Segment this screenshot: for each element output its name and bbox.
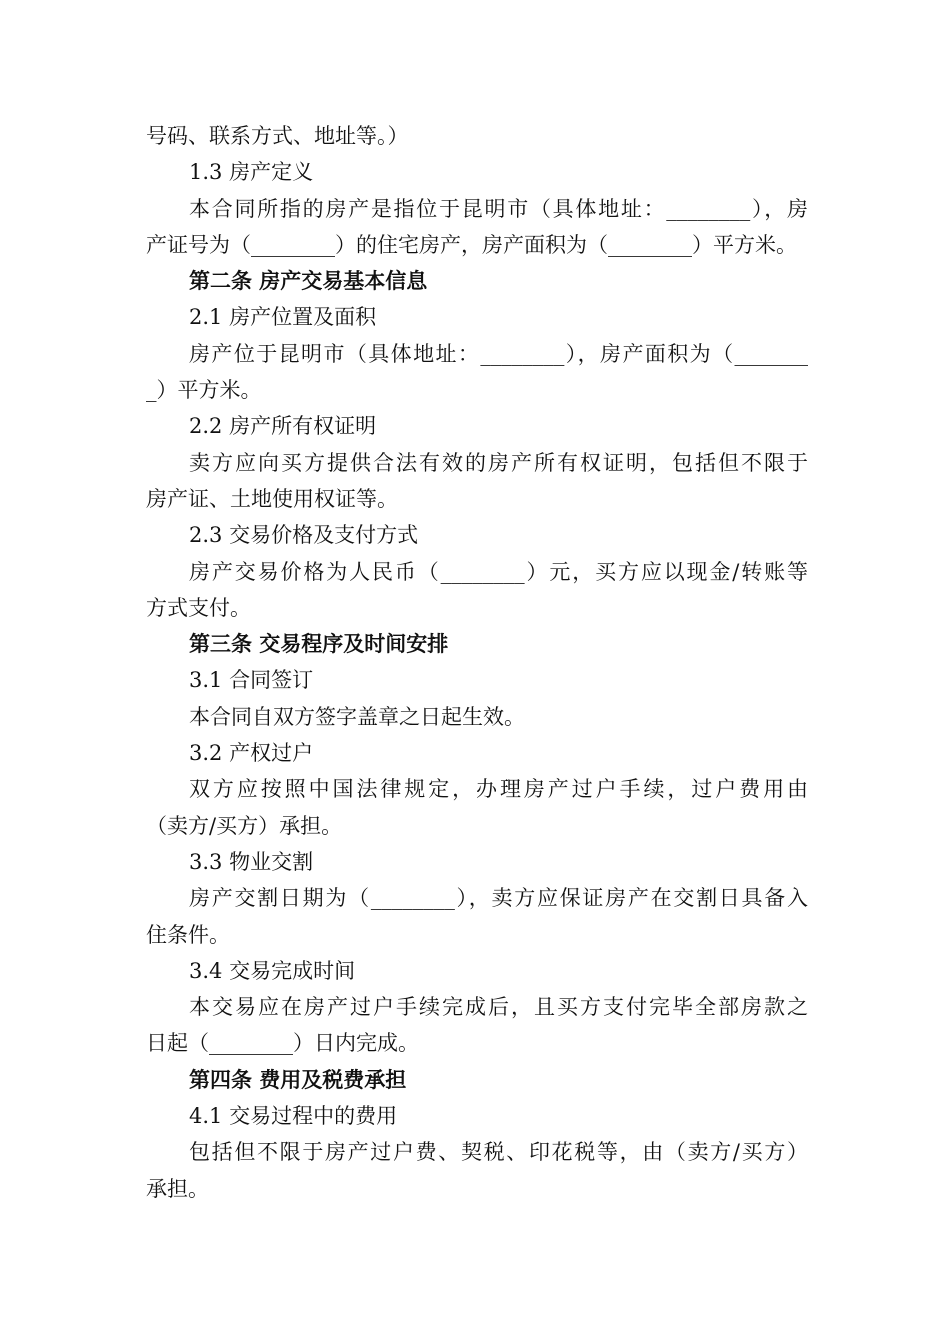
section-title: 4.1 交易过程中的费用 [189,1104,398,1129]
text-line: 房产证、土地使用权证等。 [146,486,398,511]
article-heading: 第二条 房产交易基本信息 [189,268,428,294]
paragraph-line: 本交易应在房产过户手续完成后，且买方支付完毕全部房款之 [189,995,808,1020]
paragraph-line: 包括但不限于房产过户费、契税、印花税等，由（卖方/买方） [189,1140,808,1165]
section-title: 2.2 房产所有权证明 [189,414,377,439]
text-line: 方式支付。 [146,595,251,620]
section-title: 3.3 物业交割 [189,849,314,874]
paragraph-line: 房产交割日期为（________），卖方应保证房产在交割日具备入 [189,886,808,911]
text-line: 承担。 [146,1176,209,1201]
paragraph-line: 本合同所指的房产是指位于昆明市（具体地址：________），房 [189,196,808,221]
paragraph-line: 房产交易价格为人民币（________）元，买方应以现金/转账等 [189,559,808,584]
section-title: 2.1 房产位置及面积 [189,305,377,330]
section-title: 2.3 交易价格及支付方式 [189,523,419,548]
text-line: 住条件。 [146,922,230,947]
paragraph-line: 卖方应向买方提供合法有效的房产所有权证明，包括但不限于 [189,450,808,475]
section-title: 3.1 合同签订 [189,668,314,693]
paragraph-line: 本合同自双方签字盖章之日起生效。 [189,704,525,729]
text-line: _）平方米。 [146,378,262,403]
section-title: 3.2 产权过户 [189,741,314,766]
article-heading: 第三条 交易程序及时间安排 [189,631,449,657]
paragraph-line: 双方应按照中国法律规定，办理房产过户手续，过户费用由 [189,777,808,802]
text-line: 产证号为（________）的住宅房产，房产面积为（________）平方米。 [146,232,797,257]
paragraph-line: 房产位于昆明市（具体地址：________），房产面积为（_______ [189,341,808,366]
section-title: 1.3 房产定义 [189,160,314,185]
text-line: 号码、联系方式、地址等。） [146,124,409,148]
text-line: 日起（________）日内完成。 [146,1031,419,1056]
article-heading: 第四条 费用及税费承担 [189,1066,407,1092]
text-line: （卖方/买方）承担。 [146,813,343,838]
section-title: 3.4 交易完成时间 [189,958,356,983]
contract-page [146,118,808,1207]
